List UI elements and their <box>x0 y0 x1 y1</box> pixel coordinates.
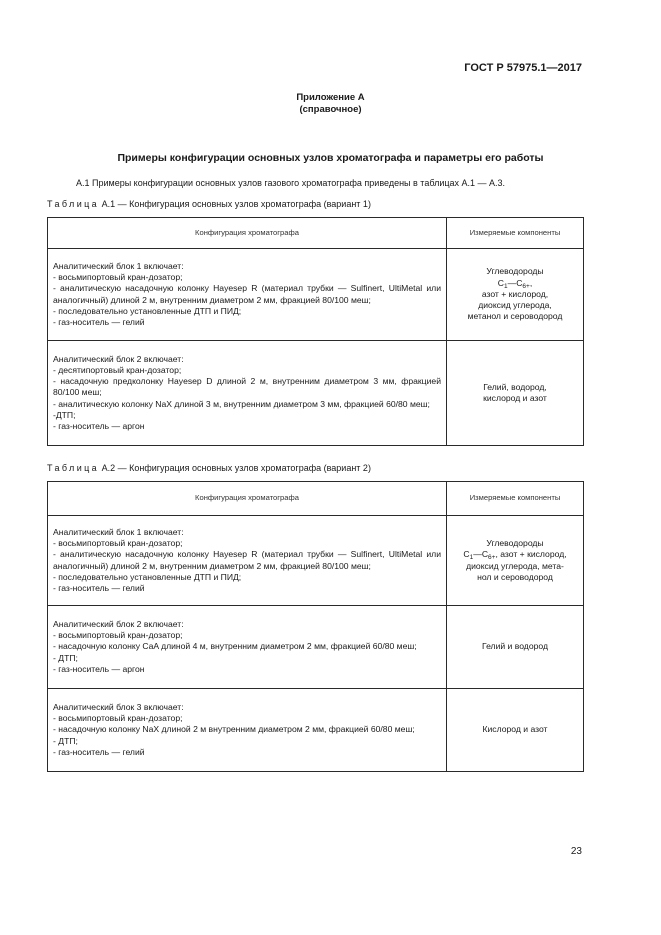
table2-header-components: Измеряемые компоненты <box>447 482 584 516</box>
table1 <box>47 217 584 446</box>
table2-header-config: Конфигурация хроматографа <box>48 482 447 516</box>
table2-caption-text: А.2 — Конфигурация основных узлов хроматографа (вариант 2) <box>101 463 371 473</box>
table-row <box>48 516 584 606</box>
table1-row1-config: Аналитический блок 1 включает: - восьмипортовый кран-дозатор; - аналитическую насадочную колонку Hayesep R (материал трубки — Sulfinert, UltiMetal или аналогичный) длиной 2 м, внутренним диаметром 2 мм, фракцией 80/100 меш; - последовательно установленные ДТП и ПИД; - газ-носитель — гелий <box>48 249 447 341</box>
table2-row3-config: Аналитический блок 3 включает: - восьмипортовый кран-дозатор; - насадочную колонку NaX длиной 2 м внутренним диаметром 2 мм, фракцией 60/80 меш; - ДТП; - газ-носитель — гелий <box>48 689 447 772</box>
table2-caption <box>47 463 371 473</box>
intro-paragraph: А.1 Примеры конфигурации основных узлов газового хроматографа приведены в таблицах А.1 — А.3. <box>76 178 506 188</box>
table2-row3-components: Кислород и азот <box>447 689 584 772</box>
table1-header-config: Конфигурация хроматографа <box>48 218 447 249</box>
table-row <box>48 606 584 689</box>
table1-caption-label: Таблица <box>47 199 100 209</box>
table1-caption-text: А.1 — Конфигурация основных узлов хроматографа (вариант 1) <box>101 199 371 209</box>
section-title: Примеры конфигурации основных узлов хроматографа и параметры его работы <box>117 152 544 164</box>
table1-row1-components: Углеводороды $C_1—C_{6+}$, азот + кислород, диоксид углерода, метанол и сероводород <box>447 249 584 341</box>
table2-row1-config: Аналитический блок 1 включает: - восьмипортовый кран-дозатор; - аналитическую насадочную колонку Hayesep R (материал трубки — Sulfinert, UltiMetal или аналогичный) длиной 2 м, внутренним диаметром 2 мм, фракцией 80/100 меш; - последовательно установленные ДТП и ПИД; - газ-носитель — гелий <box>48 516 447 606</box>
table1-row2-components: Гелий, водород, кислород и азот <box>447 341 584 446</box>
table2-header-row <box>48 482 584 516</box>
table2 <box>47 481 584 772</box>
appendix-subtitle: (справочное) <box>299 104 362 115</box>
appendix-heading <box>0 92 661 116</box>
document-id: ГОСТ Р 57975.1—2017 <box>464 62 582 74</box>
appendix-title: Приложение А <box>296 92 365 103</box>
table2-row1-components: Углеводороды $C_1—C_{6+}$, азот + кислород, диоксид углерода, мета- нол и сероводород <box>447 516 584 606</box>
table-row <box>48 341 584 446</box>
table2-caption-label: Таблица <box>47 463 100 473</box>
table1-header-row <box>48 218 584 249</box>
table-row <box>48 689 584 772</box>
table1-row2-config: Аналитический блок 2 включает: - десятипортовый кран-дозатор; - насадочную предколонку Hayesep D длиной 2 м, внутренним диаметром 3 мм, фракцией 80/100 меш; - аналитическую колонку NaX длиной 3 м, внутренним диаметром 3 мм, фракцией 60/80 меш; -ДТП; - газ-носитель — аргон <box>48 341 447 446</box>
table2-row2-config: Аналитический блок 2 включает: - восьмипортовый кран-дозатор; - насадочную колонку CaA длиной 4 м, внутренним диаметром 2 мм, фракцией 60/80 меш; - ДТП; - газ-носитель — аргон <box>48 606 447 689</box>
table1-caption <box>47 199 371 209</box>
page-number: 23 <box>570 846 582 857</box>
table1-header-components: Измеряемые компоненты <box>447 218 584 249</box>
table-row <box>48 249 584 341</box>
table2-row2-components: Гелий и водород <box>447 606 584 689</box>
